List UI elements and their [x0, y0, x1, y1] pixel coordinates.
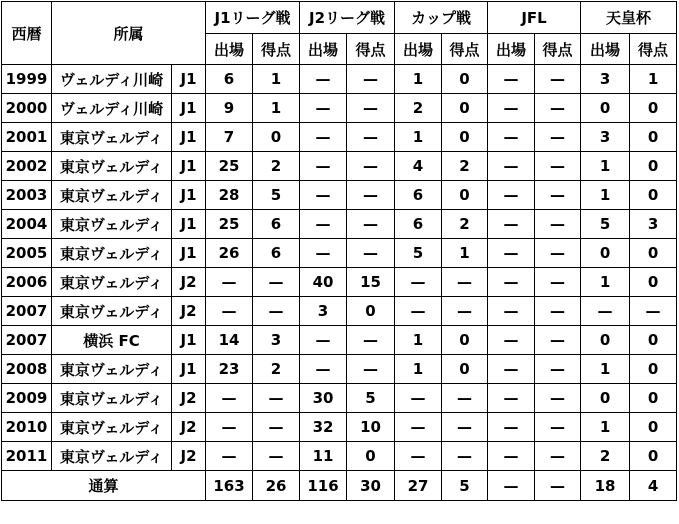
cell-j2-goals: 0 [347, 442, 395, 471]
cell-year: 2003 [2, 181, 52, 210]
header-apps: 出場 [395, 34, 442, 65]
cell-division: J1 [172, 65, 206, 94]
cell-j1-goals: — [253, 384, 300, 413]
cell-j2-goals: — [347, 123, 395, 152]
cell-cup-goals: 2 [442, 210, 488, 239]
cell-emperor-apps: 1 [581, 413, 630, 442]
cell-division: J2 [172, 297, 206, 326]
header-emperors-cup: 天皇杯 [581, 2, 677, 34]
cell-year: 2010 [2, 413, 52, 442]
cell-j2-apps: — [300, 181, 347, 210]
total-row [2, 471, 677, 501]
cell-division: J1 [172, 181, 206, 210]
cell-jfl-goals: — [535, 355, 581, 384]
cell-emperor-goals: — [630, 297, 677, 326]
table-row [2, 181, 677, 210]
cell-j2-apps: 32 [300, 413, 347, 442]
cell-cup-apps: 4 [395, 152, 442, 181]
cell-jfl-goals: — [535, 152, 581, 181]
cell-jfl-apps: — [488, 442, 535, 471]
cell-cup-apps: 6 [395, 210, 442, 239]
cell-j1-apps: 23 [206, 355, 253, 384]
table-row [2, 384, 677, 413]
cell-cup-goals: — [442, 442, 488, 471]
cell-j2-goals: — [347, 65, 395, 94]
cell-j2-apps: — [300, 355, 347, 384]
cell-club: 東京ヴェルディ [52, 239, 172, 268]
cell-emperor-goals: 0 [630, 355, 677, 384]
cell-j1-goals: — [253, 297, 300, 326]
cell-j1-goals: 2 [253, 355, 300, 384]
cell-j1-goals: — [253, 413, 300, 442]
cell-jfl-apps: — [488, 123, 535, 152]
cell-emperor-goals: 0 [630, 384, 677, 413]
cell-cup-goals: — [442, 297, 488, 326]
header-goals: 得点 [442, 34, 488, 65]
cell-j2-apps: 40 [300, 268, 347, 297]
cell-j1-apps: 14 [206, 326, 253, 355]
cell-j2-goals: — [347, 239, 395, 268]
cell-j2-apps: 3 [300, 297, 347, 326]
cell-emperor-apps: — [581, 297, 630, 326]
cell-j2-apps: — [300, 239, 347, 268]
cell-division: J1 [172, 239, 206, 268]
cell-cup-goals: — [442, 268, 488, 297]
total-emperor-apps: 18 [581, 471, 630, 501]
cell-year: 1999 [2, 65, 52, 94]
total-jfl-apps: — [488, 471, 535, 501]
cell-j1-apps: 25 [206, 210, 253, 239]
header-apps: 出場 [581, 34, 630, 65]
cell-jfl-apps: — [488, 210, 535, 239]
table-row [2, 355, 677, 384]
table-row [2, 65, 677, 94]
cell-club: ヴェルディ川崎 [52, 94, 172, 123]
cell-cup-goals: 0 [442, 355, 488, 384]
table-row [2, 326, 677, 355]
cell-cup-goals: 0 [442, 94, 488, 123]
cell-j1-goals: 6 [253, 239, 300, 268]
cell-cup-goals: 0 [442, 326, 488, 355]
table-row [2, 152, 677, 181]
cell-club: 東京ヴェルディ [52, 268, 172, 297]
cell-club: ヴェルディ川崎 [52, 65, 172, 94]
cell-emperor-apps: 0 [581, 326, 630, 355]
cell-jfl-apps: — [488, 268, 535, 297]
cell-club: 東京ヴェルディ [52, 355, 172, 384]
cell-division: J1 [172, 326, 206, 355]
cell-club: 東京ヴェルディ [52, 442, 172, 471]
cell-emperor-goals: 0 [630, 94, 677, 123]
total-j1-apps: 163 [206, 471, 253, 501]
cell-j1-apps: 25 [206, 152, 253, 181]
cell-division: J1 [172, 355, 206, 384]
cell-j1-apps: 9 [206, 94, 253, 123]
cell-club: 東京ヴェルディ [52, 413, 172, 442]
cell-j1-apps: 26 [206, 239, 253, 268]
cell-jfl-apps: — [488, 326, 535, 355]
cell-year: 2009 [2, 384, 52, 413]
table-row [2, 297, 677, 326]
cell-club: 東京ヴェルディ [52, 210, 172, 239]
total-j2-apps: 116 [300, 471, 347, 501]
cell-jfl-goals: — [535, 326, 581, 355]
cell-emperor-goals: 0 [630, 181, 677, 210]
header-goals: 得点 [347, 34, 395, 65]
header-j1-league: J1リーグ戦 [206, 2, 300, 34]
cell-emperor-apps: 3 [581, 123, 630, 152]
cell-jfl-apps: — [488, 181, 535, 210]
cell-emperor-apps: 0 [581, 239, 630, 268]
cell-division: J2 [172, 413, 206, 442]
cell-cup-goals: 0 [442, 65, 488, 94]
table-row [2, 210, 677, 239]
cell-year: 2001 [2, 123, 52, 152]
cell-club: 横浜 FC [52, 326, 172, 355]
cell-cup-goals: 2 [442, 152, 488, 181]
cell-emperor-goals: 0 [630, 123, 677, 152]
header-j2-league: J2リーグ戦 [300, 2, 395, 34]
cell-cup-apps: 1 [395, 355, 442, 384]
total-cup-apps: 27 [395, 471, 442, 501]
cell-jfl-goals: — [535, 268, 581, 297]
cell-j2-apps: 30 [300, 384, 347, 413]
cell-j1-apps: — [206, 413, 253, 442]
cell-emperor-goals: 0 [630, 326, 677, 355]
cell-j1-goals: 2 [253, 152, 300, 181]
cell-j1-goals: 1 [253, 94, 300, 123]
cell-cup-goals: — [442, 384, 488, 413]
cell-division: J2 [172, 384, 206, 413]
cell-jfl-goals: — [535, 94, 581, 123]
cell-jfl-apps: — [488, 384, 535, 413]
cell-j2-apps: — [300, 152, 347, 181]
cell-emperor-goals: 0 [630, 442, 677, 471]
cell-j1-goals: — [253, 442, 300, 471]
cell-jfl-goals: — [535, 181, 581, 210]
cell-division: J2 [172, 442, 206, 471]
cell-cup-apps: 1 [395, 65, 442, 94]
cell-j1-goals: — [253, 268, 300, 297]
header-row-groups [2, 2, 677, 34]
cell-j1-apps: 28 [206, 181, 253, 210]
cell-j2-apps: — [300, 94, 347, 123]
cell-emperor-apps: 1 [581, 152, 630, 181]
cell-j2-goals: — [347, 94, 395, 123]
cell-division: J1 [172, 210, 206, 239]
header-jfl: JFL [488, 2, 581, 34]
cell-year: 2011 [2, 442, 52, 471]
cell-j1-goals: 1 [253, 65, 300, 94]
cell-j1-apps: — [206, 297, 253, 326]
header-year: 西暦 [2, 2, 52, 65]
total-label: 通算 [2, 471, 206, 501]
cell-j2-apps: — [300, 123, 347, 152]
cell-year: 2002 [2, 152, 52, 181]
cell-jfl-goals: — [535, 239, 581, 268]
cell-j1-goals: 0 [253, 123, 300, 152]
cell-emperor-apps: 1 [581, 181, 630, 210]
cell-jfl-goals: — [535, 442, 581, 471]
cell-cup-apps: 6 [395, 181, 442, 210]
header-goals: 得点 [253, 34, 300, 65]
cell-cup-goals: — [442, 413, 488, 442]
cell-j2-goals: 5 [347, 384, 395, 413]
cell-j1-goals: 5 [253, 181, 300, 210]
cell-j1-goals: 6 [253, 210, 300, 239]
cell-cup-apps: 1 [395, 326, 442, 355]
cell-cup-apps: 1 [395, 123, 442, 152]
cell-jfl-apps: — [488, 65, 535, 94]
cell-jfl-goals: — [535, 413, 581, 442]
cell-year: 2005 [2, 239, 52, 268]
table-body [2, 65, 677, 471]
cell-cup-apps: — [395, 297, 442, 326]
total-j2-goals: 30 [347, 471, 395, 501]
cell-j1-apps: 7 [206, 123, 253, 152]
table-row [2, 413, 677, 442]
cell-cup-goals: 0 [442, 123, 488, 152]
cell-emperor-apps: 3 [581, 65, 630, 94]
header-cup: カップ戦 [395, 2, 488, 34]
cell-emperor-goals: 0 [630, 413, 677, 442]
header-goals: 得点 [630, 34, 677, 65]
cell-j2-goals: 10 [347, 413, 395, 442]
cell-emperor-apps: 0 [581, 94, 630, 123]
cell-j2-apps: — [300, 65, 347, 94]
cell-emperor-apps: 1 [581, 268, 630, 297]
cell-jfl-apps: — [488, 94, 535, 123]
cell-cup-apps: 2 [395, 94, 442, 123]
table-row [2, 239, 677, 268]
cell-cup-apps: — [395, 384, 442, 413]
cell-jfl-apps: — [488, 297, 535, 326]
cell-j1-apps: 6 [206, 65, 253, 94]
cell-club: 東京ヴェルディ [52, 384, 172, 413]
cell-emperor-apps: 1 [581, 355, 630, 384]
cell-cup-apps: — [395, 442, 442, 471]
cell-jfl-apps: — [488, 355, 535, 384]
cell-jfl-goals: — [535, 210, 581, 239]
cell-year: 2007 [2, 326, 52, 355]
cell-club: 東京ヴェルディ [52, 152, 172, 181]
cell-cup-apps: 5 [395, 239, 442, 268]
cell-j2-apps: — [300, 210, 347, 239]
cell-j2-goals: — [347, 152, 395, 181]
cell-j2-goals: — [347, 355, 395, 384]
cell-year: 2007 [2, 297, 52, 326]
total-emperor-goals: 4 [630, 471, 677, 501]
cell-cup-apps: — [395, 268, 442, 297]
cell-emperor-goals: 0 [630, 268, 677, 297]
total-jfl-goals: — [535, 471, 581, 501]
cell-jfl-goals: — [535, 65, 581, 94]
cell-j2-goals: — [347, 181, 395, 210]
cell-jfl-goals: — [535, 384, 581, 413]
cell-cup-goals: 0 [442, 181, 488, 210]
cell-jfl-goals: — [535, 297, 581, 326]
cell-division: J1 [172, 94, 206, 123]
cell-club: 東京ヴェルディ [52, 123, 172, 152]
header-apps: 出場 [206, 34, 253, 65]
cell-jfl-goals: — [535, 123, 581, 152]
cell-division: J1 [172, 123, 206, 152]
cell-j2-goals: 15 [347, 268, 395, 297]
header-apps: 出場 [300, 34, 347, 65]
cell-emperor-goals: 1 [630, 65, 677, 94]
cell-year: 2008 [2, 355, 52, 384]
table-row [2, 123, 677, 152]
total-j1-goals: 26 [253, 471, 300, 501]
cell-j2-apps: — [300, 326, 347, 355]
cell-jfl-apps: — [488, 239, 535, 268]
table-row [2, 442, 677, 471]
cell-emperor-apps: 5 [581, 210, 630, 239]
cell-j2-goals: — [347, 210, 395, 239]
cell-j1-apps: — [206, 384, 253, 413]
cell-cup-goals: 1 [442, 239, 488, 268]
cell-j2-goals: 0 [347, 297, 395, 326]
cell-j2-goals: — [347, 326, 395, 355]
cell-cup-apps: — [395, 413, 442, 442]
cell-j1-apps: — [206, 268, 253, 297]
cell-club: 東京ヴェルディ [52, 181, 172, 210]
cell-j2-apps: 11 [300, 442, 347, 471]
cell-j1-goals: 3 [253, 326, 300, 355]
cell-j1-apps: — [206, 442, 253, 471]
career-stats-table [1, 1, 677, 501]
cell-year: 2004 [2, 210, 52, 239]
cell-emperor-goals: 0 [630, 152, 677, 181]
header-club: 所属 [52, 2, 206, 65]
cell-emperor-goals: 3 [630, 210, 677, 239]
cell-emperor-apps: 2 [581, 442, 630, 471]
total-cup-goals: 5 [442, 471, 488, 501]
cell-division: J1 [172, 152, 206, 181]
cell-division: J2 [172, 268, 206, 297]
table-row [2, 268, 677, 297]
cell-year: 2006 [2, 268, 52, 297]
cell-year: 2000 [2, 94, 52, 123]
header-apps: 出場 [488, 34, 535, 65]
header-goals: 得点 [535, 34, 581, 65]
cell-jfl-apps: — [488, 152, 535, 181]
cell-emperor-apps: 0 [581, 384, 630, 413]
cell-club: 東京ヴェルディ [52, 297, 172, 326]
cell-emperor-goals: 0 [630, 239, 677, 268]
table-row [2, 94, 677, 123]
cell-jfl-apps: — [488, 413, 535, 442]
